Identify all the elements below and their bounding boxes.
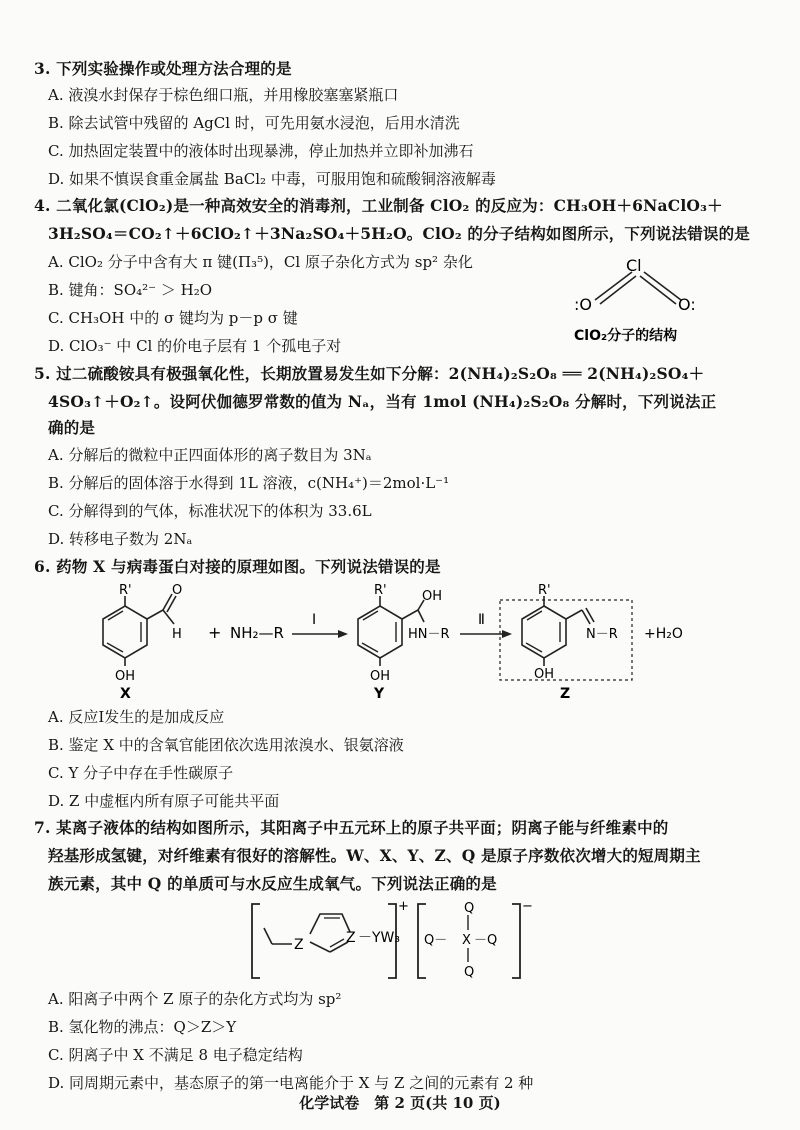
arrow-step-1-head — [338, 630, 348, 638]
z-oh-label: OH — [534, 667, 555, 682]
y-oh-top-label: OH — [422, 589, 443, 604]
byproduct-water: +H₂O — [644, 626, 683, 642]
step-1-label: Ⅰ — [312, 612, 317, 628]
y-r-prime-label: R' — [374, 584, 387, 598]
amine-reagent: NH₂—R — [230, 624, 284, 642]
clo2-o-right-atom: O: — [678, 295, 696, 314]
q3-option-d: D. 如果不慎误食重金属盐 BaCl₂ 中毒，可服用饱和硫酸铜溶液解毒 — [48, 170, 496, 188]
ionic-liquid-structure — [248, 896, 538, 986]
step-2-label: Ⅱ — [478, 612, 485, 628]
reaction-plus: + — [208, 623, 222, 642]
x-co-double-bond — [167, 596, 176, 612]
q7-option-d: D. 同周期元素中，基态原子的第一电离能介于 X 与 Z 之间的元素有 2 种 — [48, 1074, 534, 1092]
x-h-label: H — [172, 627, 182, 642]
anion-q-right: －Q — [474, 933, 498, 948]
clo2-structure-figure — [560, 252, 730, 352]
q3-stem: 3. 下列实验操作或处理方法合理的是 — [34, 59, 292, 78]
cation-charge: + — [398, 899, 409, 914]
q6-option-d: D. Z 中虚框内所有原子可能共平面 — [48, 792, 280, 810]
cl-o-bond-right — [644, 272, 681, 300]
molecule-x — [103, 584, 182, 702]
q5-option-b: B. 分解后的固体溶于水得到 1L 溶液，c(NH₄⁺)＝2mol·L⁻¹ — [48, 474, 450, 492]
q3-option-a: A. 液溴水封保存于棕色细口瓶，并用橡胶塞塞紧瓶口 — [48, 86, 399, 104]
q7-stem-line1: 7. 某离子液体的结构如图所示，其阳离子中五元环上的原子共平面；阴离子能与纤维素中的 — [34, 818, 669, 837]
anion-q-bottom: Q — [464, 965, 475, 980]
ethyl-bond-1 — [264, 928, 272, 944]
molecule-z — [500, 584, 632, 702]
x-cho-bond — [147, 610, 163, 619]
anion-x-center: X — [462, 933, 471, 948]
five-ring-lower-left — [310, 942, 330, 952]
q5-option-a: A. 分解后的微粒中正四面体形的离子数目为 3Nₐ — [48, 446, 372, 464]
x-r-prime-label: R' — [119, 584, 132, 598]
yw3-group: －YW₃ — [358, 930, 401, 946]
x-o-label: O — [172, 584, 183, 598]
q7-option-b: B. 氢化物的沸点：Q＞Z＞Y — [48, 1018, 237, 1036]
y-ch-bond — [402, 610, 418, 619]
clo2-figure-caption: ClO₂分子的结构 — [574, 328, 678, 344]
q4-option-b: B. 键角：SO₄²⁻ ＞ H₂O — [48, 281, 213, 299]
x-co-bond — [163, 594, 172, 610]
q5-option-d: D. 转移电子数为 2Nₐ — [48, 530, 193, 548]
clo2-o-left-atom: :O — [574, 295, 592, 314]
cl-o-bond-left-2 — [600, 276, 636, 304]
q6-stem: 6. 药物 X 与病毒蛋白对接的原理如图。下列说法错误的是 — [34, 557, 441, 576]
y-cn-bond — [418, 610, 424, 622]
q4-option-a: A. ClO₂ 分子中含有大 π 键(Π₃⁵)，Cl 原子杂化方式为 sp² 杂化 — [48, 253, 473, 271]
q6-option-a: A. 反应Ⅰ发生的是加成反应 — [48, 708, 225, 726]
cl-o-bond-left — [595, 272, 632, 300]
page-footer: 化学试卷 第 2 页(共 10 页) — [299, 1094, 501, 1112]
label-z: Z — [560, 686, 571, 702]
q5-stem-line1: 5. 过二硫酸铵具有极强氧化性，长期放置易发生如下分解：2(NH₄)₂S₂O₈ ══ 2(NH₄)₂SO₄＋ — [34, 364, 705, 383]
anion-q-left: Q－ — [424, 933, 448, 948]
q4-stem-line2: 3H₂SO₄＝CO₂↑＋6ClO₂↑＋3Na₂SO₄＋5H₂O。ClO₂ 的分子结构如图所示，下列说法错误的是 — [48, 224, 751, 243]
q4-stem-line1: 4. 二氧化氯(ClO₂)是一种高效安全的消毒剂，工业制备 ClO₂ 的反应为：CH₃OH＋6NaClO₃＋ — [34, 196, 723, 215]
q4-option-d: D. ClO₃⁻ 中 Cl 的价电子层有 1 个孤电子对 — [48, 337, 342, 355]
q7-stem-line3: 族元素，其中 Q 的单质可与水反应生成氧气。下列说法正确的是 — [48, 874, 497, 893]
q6-option-b: B. 鉴定 X 中的含氧官能团依次选用浓溴水、银氨溶液 — [48, 736, 404, 754]
q5-option-c: C. 分解得到的气体，标准状况下的体积为 33.6L — [48, 502, 372, 520]
arrow-step-2-head — [502, 630, 512, 638]
label-x: X — [120, 686, 131, 702]
z-double-bond-2 — [526, 643, 542, 652]
q4-option-c: C. CH₃OH 中的 σ 键均为 p－p σ 键 — [48, 309, 298, 327]
ring-z-left: Z — [294, 937, 304, 953]
cation-bracket-left — [252, 904, 260, 978]
q3-option-b: B. 除去试管中残留的 AgCl 时，可先用氨水浸泡，后用水清洗 — [48, 114, 460, 132]
q7-option-a: A. 阳离子中两个 Z 原子的杂化方式均为 sp² — [48, 990, 342, 1008]
q6-option-c: C. Y 分子中存在手性碳原子 — [48, 764, 234, 782]
anion-bracket-right — [512, 904, 520, 978]
z-n-r-label: N－R — [586, 627, 618, 642]
q5-stem-line2: 4SO₃↑＋O₂↑。设阿伏伽德罗常数的值为 Nₐ，当有 1mol (NH₄)₂S₂O₈ 分解时，下列说法正 — [48, 392, 717, 411]
anion-q-top: Q — [464, 901, 475, 916]
y-hn-r-label: HN－R — [408, 627, 450, 642]
clo2-cl-atom: Cl — [626, 256, 642, 275]
q6-reaction-scheme — [60, 584, 700, 702]
x-ch-bond — [163, 610, 174, 624]
label-y: Y — [374, 686, 385, 702]
molecule-y — [358, 584, 450, 702]
q7-option-c: C. 阴离子中 X 不满足 8 电子稳定结构 — [48, 1046, 303, 1064]
five-ring-upper — [310, 914, 350, 934]
cl-o-bond-right-2 — [640, 276, 676, 304]
ring-z-right: Z — [346, 930, 356, 946]
z-r-prime-label: R' — [538, 584, 551, 598]
q3-option-c: C. 加热固定装置中的液体时出现暴沸，停止加热并立即补加沸石 — [48, 142, 474, 160]
q7-stem-line2: 羟基形成氢键，对纤维素有很好的溶解性。W、X、Y、Z、Q 是原子序数依次增大的短周期主 — [48, 846, 701, 865]
x-double-bond-2 — [107, 643, 123, 652]
anion-charge: − — [522, 899, 533, 914]
y-double-bond-2 — [362, 643, 378, 652]
q5-stem-line3: 确的是 — [48, 418, 96, 437]
y-oh-label: OH — [370, 669, 391, 684]
x-oh-label: OH — [115, 669, 136, 684]
z-ch-bond — [566, 610, 582, 619]
